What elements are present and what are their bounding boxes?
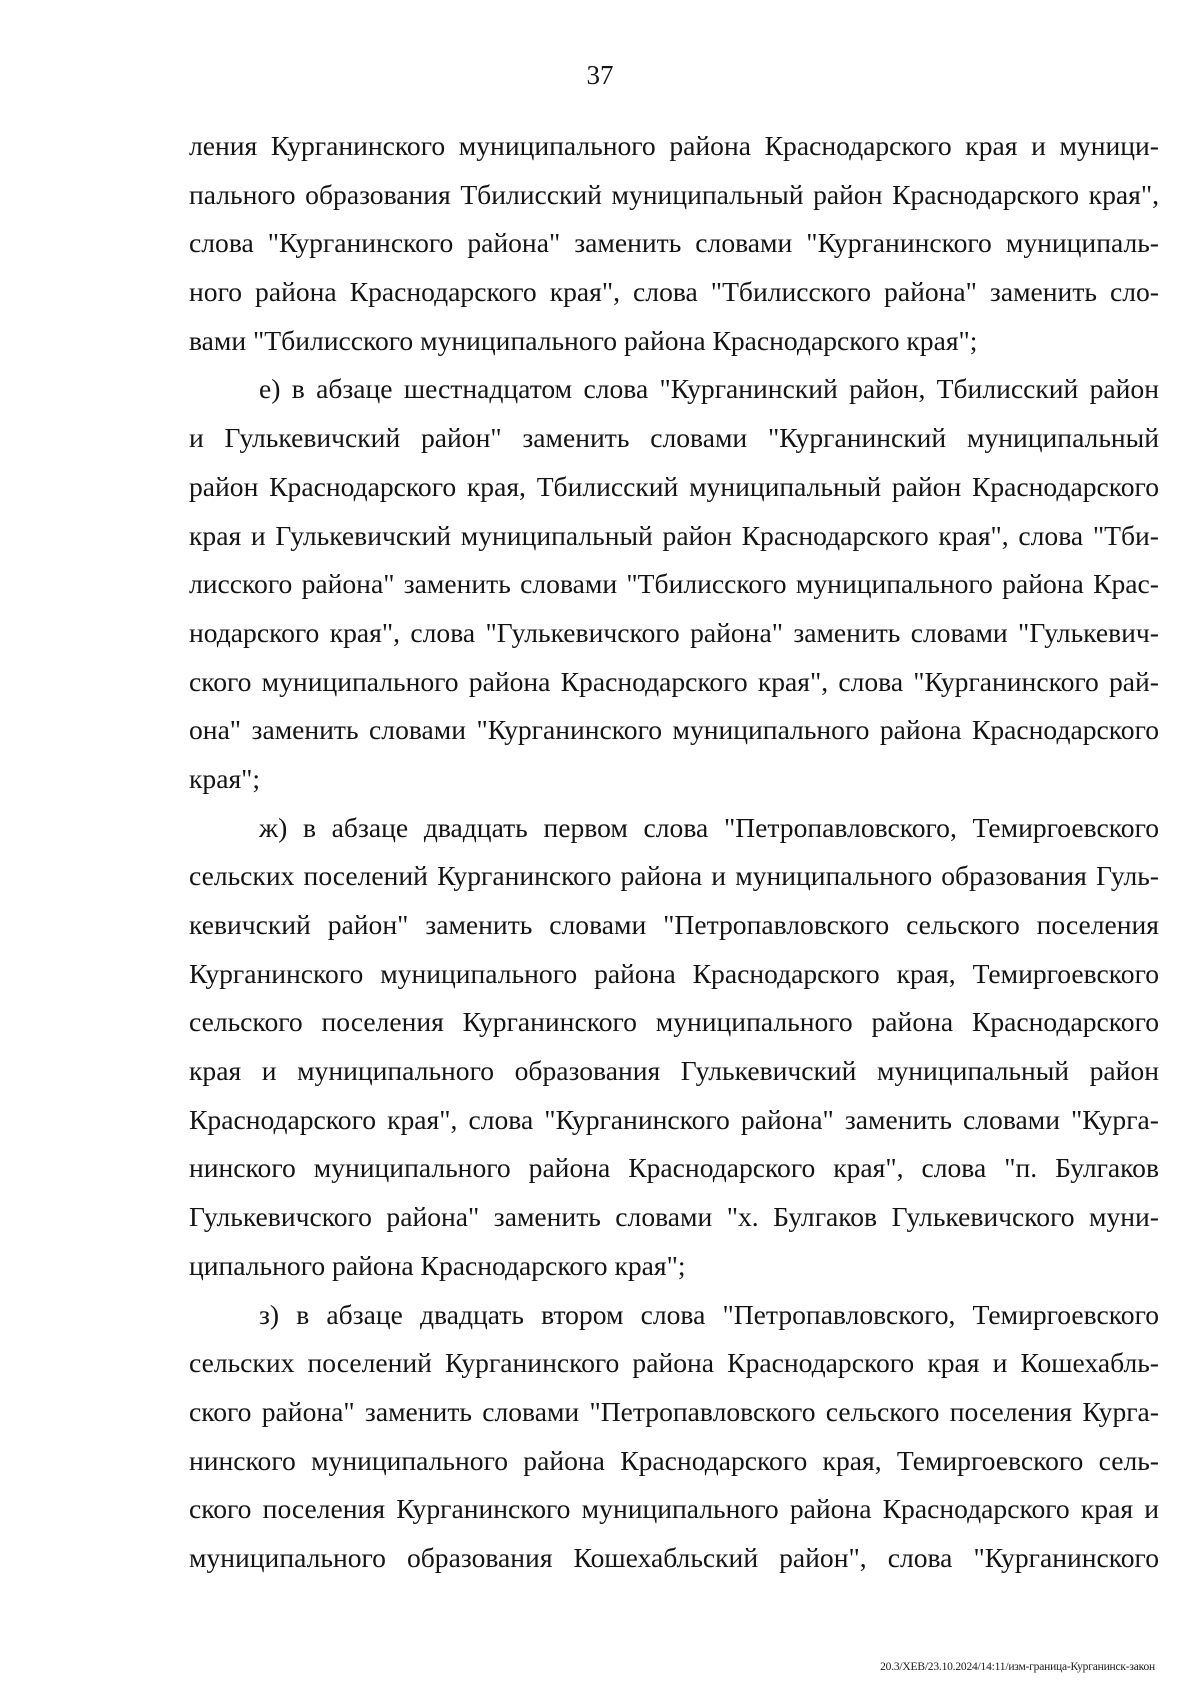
text-line: нодарского края", слова "Гулькевичского района" заменить словами "Гулькевич-	[189, 616, 1159, 648]
text-line: Курганинского муниципального района Краснодарского края, Темиргоевского	[189, 957, 1159, 989]
text-line: Гулькевичского района" заменить словами "х. Булгаков Гулькевичского муни-	[189, 1201, 1159, 1233]
text-line: ского муниципального района Краснодарского края", слова "Курганинского рай-	[189, 665, 1159, 697]
text-line: з) в абзаце двадцать втором слова "Петропавловского, Темиргоевского	[259, 1298, 1159, 1330]
footer-reference: 20.3/ХЕВ/23.10.2024/14:11/изм-граница-Курганинск-закон	[880, 1661, 1155, 1673]
text-line: ления Курганинского муниципального района Краснодарского края и муници-	[189, 130, 1159, 161]
text-line: ского района" заменить словами "Петропавловского сельского поселения Курга-	[189, 1395, 1159, 1427]
text-line: нинского муниципального района Краснодарского края", слова "п. Булгаков	[189, 1152, 1159, 1184]
body-text	[189, 122, 1159, 1583]
page-number: 37	[586, 60, 614, 90]
text-line: сельского поселения Курганинского муниципального района Краснодарского	[189, 1006, 1159, 1038]
text-line: края и муниципального образования Гулькевичский муниципальный район	[189, 1055, 1159, 1087]
text-line: Краснодарского края", слова "Курганинского района" заменить словами "Курга-	[189, 1103, 1159, 1135]
text-line: сельских поселений Курганинского района Краснодарского края и Кошехабль-	[189, 1347, 1159, 1379]
text-line: муниципального образования Кошехабльский район", слова "Курганинского	[189, 1541, 1159, 1573]
text-line: пального образования Тбилисский муниципальный район Краснодарского края",	[189, 178, 1159, 210]
text-line: район Краснодарского края, Тбилисский муниципальный район Краснодарского	[189, 470, 1159, 502]
text-line: кевичский район" заменить словами "Петропавловского сельского поселения	[189, 909, 1159, 940]
text-line: и Гулькевичский район" заменить словами "Курганинский муниципальный	[189, 422, 1159, 454]
text-line: края";	[189, 762, 261, 794]
text-line: она" заменить словами "Курганинского муниципального района Краснодарского	[189, 714, 1159, 746]
text-line: ж) в абзаце двадцать первом слова "Петропавловского, Темиргоевского	[259, 811, 1159, 843]
text-line: лисского района" заменить словами "Тбилисского муниципального района Крас-	[189, 568, 1159, 600]
text-line: е) в абзаце шестнадцатом слова "Курганинский район, Тбилисский район	[259, 373, 1159, 405]
text-line: ципального района Краснодарского края";	[189, 1249, 686, 1281]
text-line: слова "Курганинского района" заменить словами "Курганинского муниципаль-	[189, 227, 1159, 259]
text-line: сельских поселений Курганинского района и муниципального образования Гуль-	[189, 860, 1159, 892]
text-line: края и Гулькевичский муниципальный район Краснодарского края", слова "Тби-	[189, 519, 1159, 551]
text-line: ского поселения Курганинского муниципального района Краснодарского края и	[189, 1493, 1159, 1525]
text-line: ного района Краснодарского края", слова "Тбилисского района" заменить сло-	[189, 276, 1159, 308]
text-line: нинского муниципального района Краснодарского края, Темиргоевского сель-	[189, 1444, 1159, 1476]
text-line: вами "Тбилисского муниципального района Краснодарского края";	[189, 324, 978, 356]
